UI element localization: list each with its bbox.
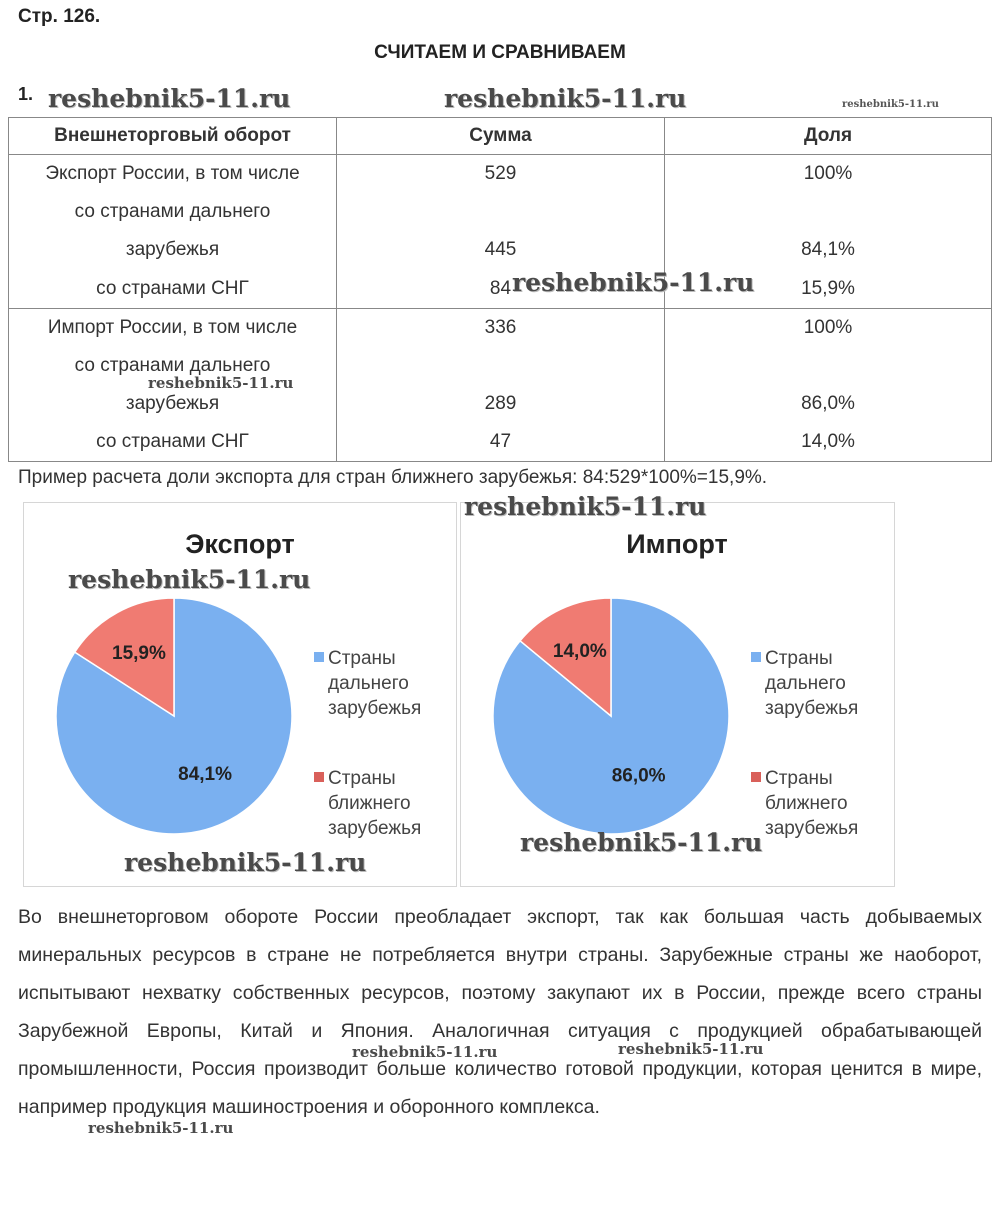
watermark: reshebnik5-11.ru	[148, 374, 294, 392]
data-label-far-abroad: 84,1%	[178, 763, 233, 785]
data-label-near-abroad: 15,9%	[112, 642, 166, 664]
cell-category: Импорт России, в том числе	[9, 308, 337, 346]
page-number: Стр. 126.	[18, 6, 101, 27]
task-number: 1.	[18, 84, 34, 104]
watermark: reshebnik5-11.ru	[618, 1040, 764, 1058]
cell-share: 86,0%	[665, 385, 992, 423]
chart-title: Импорт	[626, 529, 728, 559]
legend-swatch-far-abroad	[314, 652, 324, 662]
cell-share	[665, 193, 992, 231]
watermark: reshebnik5-11.ru	[512, 268, 755, 297]
cell-sum: 529	[337, 155, 665, 193]
legend-swatch-far-abroad	[751, 652, 761, 662]
export-chart-frame	[23, 502, 457, 887]
watermark: reshebnik5-11.ru	[352, 1043, 498, 1061]
watermark: reshebnik5-11.ru	[48, 84, 291, 113]
cell-share	[665, 346, 992, 384]
cell-share: 100%	[665, 155, 992, 193]
cell-category: со странами СНГ	[9, 423, 337, 461]
cell-sum: 47	[337, 423, 665, 461]
header-turnover: Внешнеторговый оборот	[9, 118, 337, 155]
cell-category: со странами СНГ	[9, 270, 337, 308]
cell-sum	[337, 193, 665, 231]
cell-category: зарубежья	[9, 231, 337, 269]
chart-title: Экспорт	[185, 529, 295, 559]
cell-category: со странами дальнего	[9, 346, 337, 384]
watermark: reshebnik5-11.ru	[842, 99, 939, 110]
legend-label: Страны	[765, 648, 833, 669]
watermark: reshebnik5-11.ru	[68, 565, 311, 594]
table-row	[9, 155, 992, 193]
calculation-example: Пример расчета доли экспорта для стран ближнего зарубежья: 84:529*100%=15,9%.	[18, 467, 768, 488]
legend-label: дальнего	[328, 673, 409, 694]
cell-sum	[337, 346, 665, 384]
legend-label: зарубежья	[328, 818, 422, 839]
table-row	[9, 231, 992, 269]
table-row	[9, 270, 992, 308]
conclusion-paragraph: Во внешнеторговом обороте России преобладает экспорт, так как большая часть добываемых минеральных ресурсов в стране не потребляется внутри страны. Зарубежные страны же наоборот, испытывают нехватку собственных ресурсов, поэтому закупают их в России, прежде всего страны Зарубежной Европы, Китай и Япония. Аналогичная ситуация с продукцией обрабатывающей промышленности, Россия производит больше количество готовой продукции, которая ценится в мире, например продукция машиностроения и оборонного комплекса.	[18, 906, 982, 1118]
header-share: Доля	[665, 118, 992, 155]
cell-share: 15,9%	[665, 270, 992, 308]
cell-sum: 336	[337, 308, 665, 346]
legend-label: Страны	[765, 768, 833, 789]
cell-sum: 84	[337, 270, 665, 308]
cell-category: со странами дальнего	[9, 193, 337, 231]
cell-category: Экспорт России, в том числе	[9, 155, 337, 193]
table-row	[9, 308, 992, 346]
legend-label: Страны	[328, 648, 396, 669]
legend-swatch-near-abroad	[314, 772, 324, 782]
legend-label: Страны	[328, 768, 396, 789]
export-pie-chart	[24, 503, 456, 886]
legend-swatch-near-abroad	[751, 772, 761, 782]
cell-share: 84,1%	[665, 231, 992, 269]
header-sum: Сумма	[337, 118, 665, 155]
legend-label: зарубежья	[765, 698, 859, 719]
legend-label: ближнего	[765, 793, 848, 814]
trade-table	[8, 117, 992, 462]
watermark: reshebnik5-11.ru	[124, 848, 367, 877]
legend-label: дальнего	[765, 673, 846, 694]
cell-sum: 289	[337, 385, 665, 423]
data-label-far-abroad: 86,0%	[611, 765, 666, 787]
cell-share: 14,0%	[665, 423, 992, 461]
watermark: reshebnik5-11.ru	[444, 84, 687, 113]
table-row	[9, 193, 992, 231]
legend-label: зарубежья	[765, 818, 859, 839]
data-label-near-abroad: 14,0%	[552, 640, 607, 662]
cell-category: зарубежья	[9, 385, 337, 423]
watermark: reshebnik5-11.ru	[520, 828, 763, 857]
legend-label: ближнего	[328, 793, 411, 814]
table-row	[9, 423, 992, 461]
cell-share: 100%	[665, 308, 992, 346]
table-header-row	[9, 118, 992, 155]
section-heading: СЧИТАЕМ И СРАВНИВАЕМ	[374, 42, 626, 63]
cell-sum: 445	[337, 231, 665, 269]
legend-label: зарубежья	[328, 698, 422, 719]
watermark: reshebnik5-11.ru	[464, 492, 707, 521]
watermark: reshebnik5-11.ru	[88, 1119, 234, 1137]
